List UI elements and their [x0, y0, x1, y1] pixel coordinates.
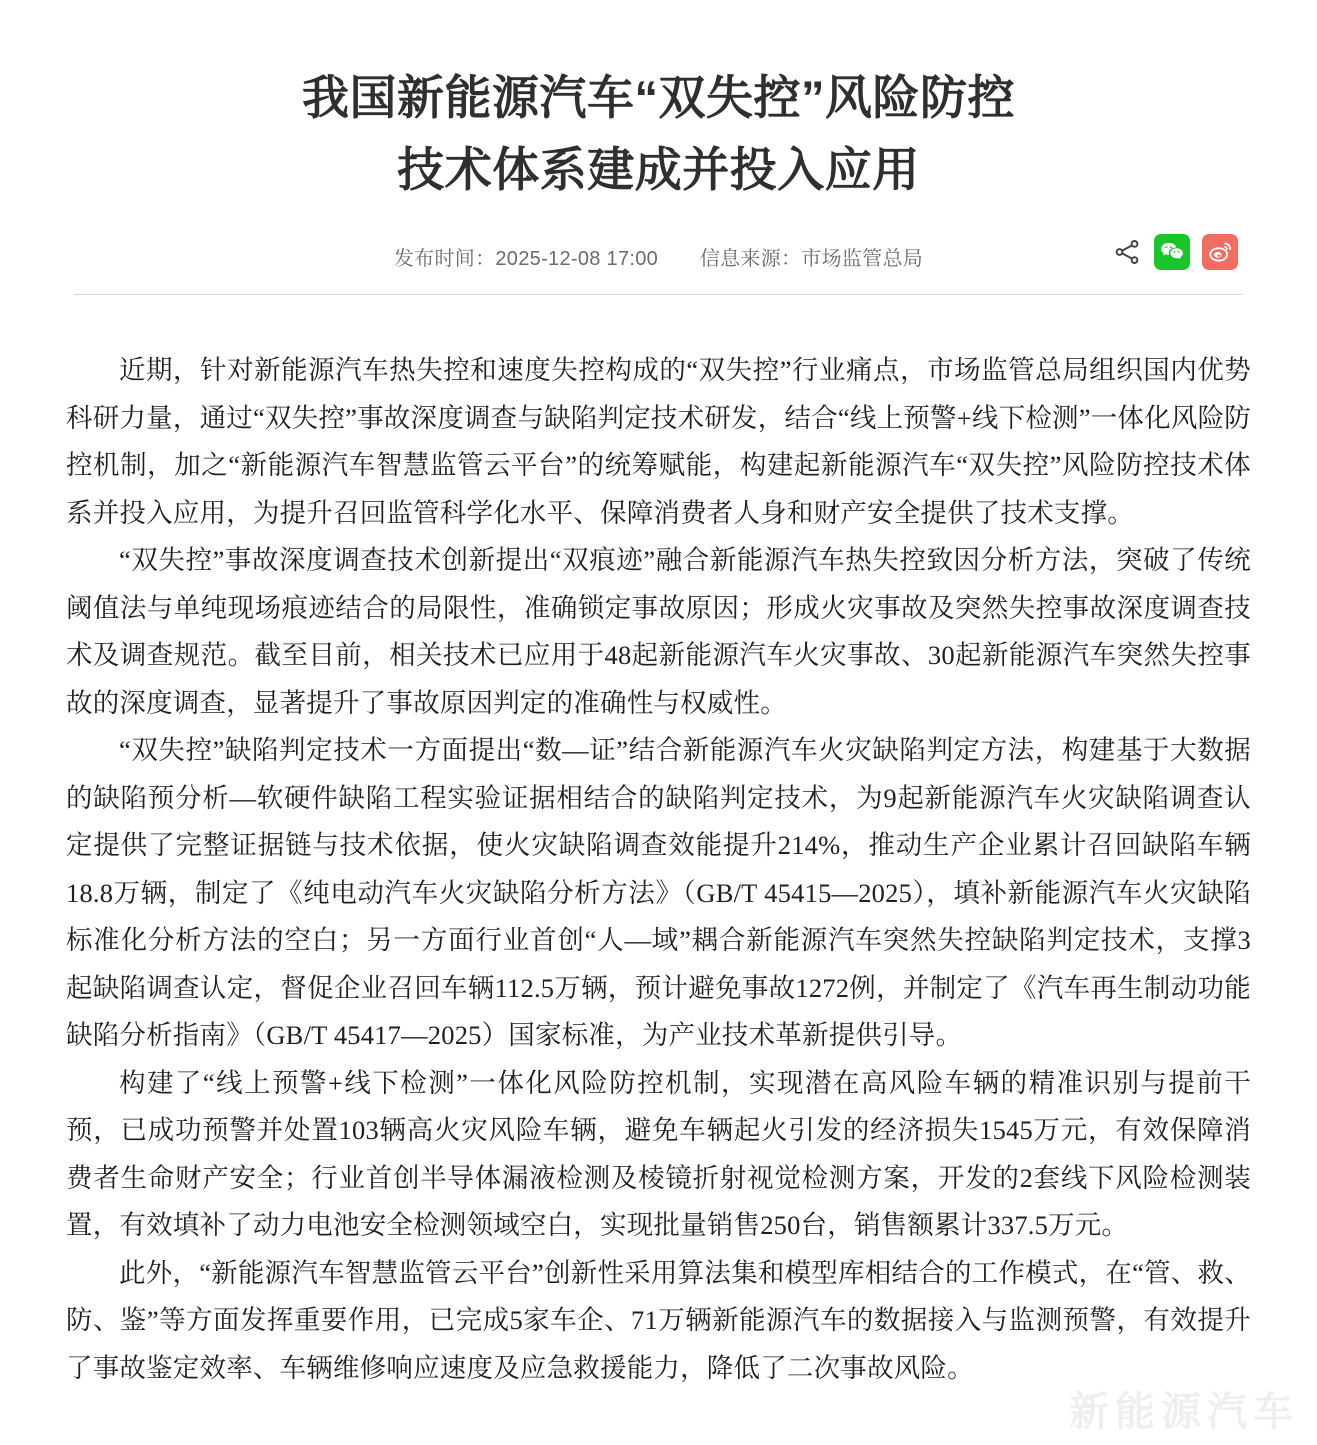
article-header: [0, 0, 1317, 206]
article-paragraph: 构建了“线上预警+线下检测”一体化风险防控机制，实现潜在高风险车辆的精准识别与提前干预，已成功预警并处置103辆高火灾风险车辆，避免车辆起火引发的经济损失1545万元，有效保障消费者生命财产安全；行业首创半导体漏液检测及棱镜折射视觉检测方案，开发的2套线下风险检测装置，有效填补了动力电池安全检测领域空白，实现批量销售250台，销售额累计337.5万元。: [66, 1067, 1251, 1240]
article-meta-text: [74, 242, 1244, 271]
article-meta-row: [74, 234, 1244, 286]
source-label: 信息来源：市场监管总局: [699, 248, 924, 270]
share-group: [1112, 234, 1238, 270]
article-paragraph: “双失控”事故深度调查技术创新提出“双痕迹”融合新能源汽车热失控致因分析方法，突破了传统阈值法与单纯现场痕迹结合的局限性，准确锁定事故原因；形成火灾事故及突然失控事故深度调查技术及调查规范。截至目前，相关技术已应用于48起新能源汽车火灾事故、30起新能源汽车突然失控事故的深度调查，显著提升了事故原因判定的准确性与权威性。: [66, 545, 1251, 718]
article-paragraph: 此外，“新能源汽车智慧监管云平台”创新性采用算法集和模型库相结合的工作模式，在“管、救、防、鉴”等方面发挥重要作用，已完成5家车企、71万辆新能源汽车的数据接入与监测预警，有效提升了事故鉴定效率、车辆维修响应速度及应急救援能力，降低了二次事故风险。: [66, 1257, 1251, 1383]
page-title-line-1: 我国新能源汽车“双失控”风险防控: [302, 71, 1015, 124]
weibo-share-button[interactable]: [1202, 234, 1238, 270]
article-paragraph: “双失控”缺陷判定技术一方面提出“数—证”结合新能源汽车火灾缺陷判定方法，构建基于大数据的缺陷预分析—软硬件缺陷工程实验证据相结合的缺陷判定技术，为9起新能源汽车火灾缺陷调查认定提供了完整证据链与技术依据，使火灾缺陷调查效能提升214%，推动生产企业累计召回缺陷车辆18.8万辆，制定了《纯电动汽车火灾缺陷分析方法》（GB/T 45415—2025），填补新能源汽车火灾缺陷标准化分析方法的空白；另一方面行业首创“人—域”耦合新能源汽车突然失控缺陷判定技术，支撑3起缺陷调查认定，督促企业召回车辆112.5万辆，预计避免事故1272例，并制定了《汽车再生制动功能缺陷分析指南》（GB/T 45417—2025）国家标准，为产业技术革新提供引导。: [66, 735, 1251, 1050]
publish-time: 发布时间：2025-12-08 17:00: [393, 248, 659, 270]
page-title: [179, 62, 1139, 206]
page-title-line-2: 技术体系建成并投入应用: [397, 143, 920, 196]
share-icon[interactable]: [1112, 237, 1142, 267]
article-body: [66, 295, 1251, 1392]
weibo-icon: [1207, 239, 1233, 265]
article-paragraph: 近期，针对新能源汽车热失控和速度失控构成的“双失控”行业痛点，市场监管总局组织国内优势科研力量，通过“双失控”事故深度调查与缺陷判定技术研发，结合“线上预警+线下检测”一体化风险防控机制，加之“新能源汽车智慧监管云平台”的统筹赋能，构建起新能源汽车“双失控”风险防控技术体系并投入应用，为提升召回监管科学化水平、保障消费者人身和财产安全提供了技术支撑。: [66, 355, 1251, 528]
wechat-share-button[interactable]: [1154, 234, 1190, 270]
watermark: 新能源汽车: [1069, 1390, 1299, 1434]
wechat-icon: [1159, 239, 1185, 265]
